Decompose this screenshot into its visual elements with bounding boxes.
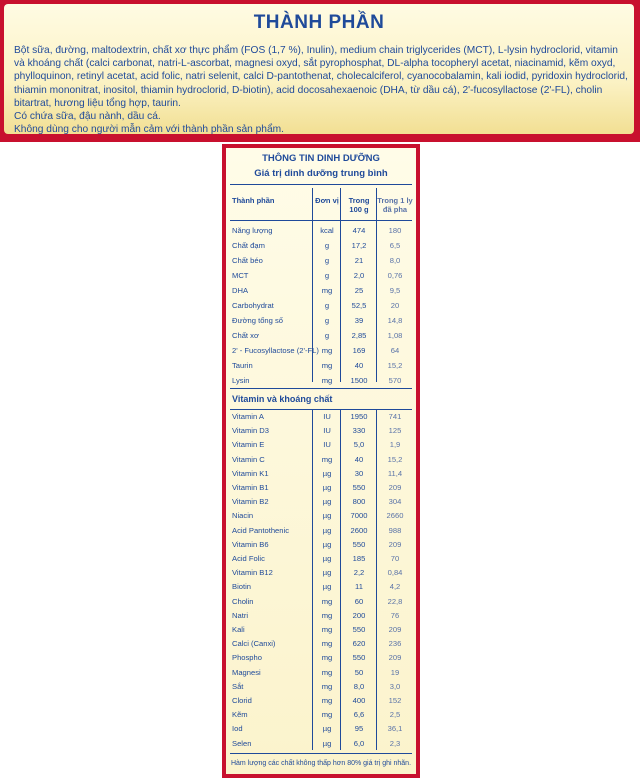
sensitivity-warning: Không dùng cho người mẫn cảm với thành phần sản phẩm. <box>14 124 284 136</box>
nutrient-row <box>230 694 412 708</box>
nutrient-row <box>230 269 412 283</box>
nutrient-name: Vitamin B12 <box>232 568 273 578</box>
nutrient-unit: mg <box>321 454 333 464</box>
amount-per-serving: 209 <box>388 625 402 634</box>
amount-per-serving: 0,76 <box>387 271 403 280</box>
amount-per-100g: 30 <box>354 468 364 478</box>
amount-per-serving: 570 <box>388 376 402 385</box>
amount-per-100g: 2,0 <box>353 271 365 280</box>
amount-per-serving: 2660 <box>386 511 404 521</box>
header-per-100g-line1: Trong <box>348 196 370 205</box>
nutrient-unit: mg <box>321 596 333 606</box>
amount-per-serving: 19 <box>390 667 400 677</box>
nutrient-row <box>230 254 412 268</box>
nutrient-row <box>230 299 412 313</box>
ingredients-list: Bột sữa, đường, maltodextrin, chất xơ thực phẩm (FOS (1,7 %), Inulin), medium chain triglycerides (MCT), L-lysin hydroclorid, vitamin và khoáng chất (calci carbonat, natri-L-ascorbat, magnesi oxyd, sắt pyrophosphat, DL-alpha tocopheryl acetat, niacinamid, kẽm oxyd, phylloquinon, retinyl acetat, acid folic, natri selenit, calci D-pantothenat, cholecalciferol, cyanocobalamin, kali iodid, pyridoxin hydroclorid, thiamin mononitrat, inositol, thiamin hydroclorid, D-biotin), acid docosahexaenoic (DHA, từ dầu cá), 2'-fucosyllactose (2'-FL), cholin bitartrat, hương liệu tổng hợp, taurin. <box>14 45 628 109</box>
amount-per-100g: 550 <box>352 653 366 663</box>
nutrient-unit: mg <box>321 361 333 370</box>
ingredients-panel <box>4 4 634 134</box>
nutrient-unit: IU <box>323 426 331 436</box>
amount-per-serving: 70 <box>390 554 400 563</box>
nutrient-row <box>230 666 412 680</box>
nutrient-name: Selen <box>232 738 252 748</box>
nutrient-unit: mg <box>321 610 333 620</box>
nutrient-name: Năng lượng <box>232 226 273 235</box>
amount-per-100g: 550 <box>352 539 366 549</box>
divider <box>230 220 412 221</box>
nutrient-unit: µg <box>322 539 332 549</box>
amount-per-100g: 400 <box>352 696 366 705</box>
nutrient-unit: g <box>324 301 330 310</box>
nutrient-row <box>230 284 412 298</box>
nutrient-row <box>230 424 412 438</box>
amount-per-serving: 2,5 <box>389 710 401 720</box>
nutrient-row <box>230 410 412 424</box>
nutrient-unit: µg <box>322 724 332 734</box>
amount-per-100g: 95 <box>354 724 364 734</box>
amount-per-serving: 3,0 <box>389 681 401 691</box>
nutrient-name: Vitamin B1 <box>232 483 269 492</box>
amount-per-100g: 8,0 <box>353 681 365 691</box>
nutrient-name: Clorid <box>232 696 252 705</box>
amount-per-serving: 76 <box>390 610 400 620</box>
amount-per-100g: 6,0 <box>353 738 365 748</box>
amount-per-100g: 40 <box>354 454 364 464</box>
amount-per-100g: 25 <box>354 286 364 295</box>
nutrient-unit: mg <box>321 286 333 295</box>
amount-per-serving: 209 <box>388 483 402 492</box>
amount-per-serving: 304 <box>388 497 402 507</box>
nutrient-name: 2' - Fucosyllactose (2'-FL) <box>232 346 319 355</box>
nutrient-name: Vitamin D3 <box>232 426 270 436</box>
amount-per-100g: 2,85 <box>351 331 367 340</box>
nutrient-row <box>230 595 412 609</box>
amount-per-100g: 550 <box>352 625 366 634</box>
amount-per-serving: 125 <box>388 426 402 436</box>
nutrient-unit: µg <box>322 582 332 592</box>
header-unit: Đơn vị <box>315 196 339 205</box>
ingredients-title: THÀNH PHẦN <box>253 12 385 33</box>
nutrient-row <box>230 708 412 722</box>
nutrient-row <box>230 314 412 328</box>
amount-per-serving: 741 <box>388 412 402 421</box>
divider <box>230 184 412 185</box>
nutrient-name: Cholin <box>232 596 254 606</box>
nutrient-unit: mg <box>321 667 333 677</box>
amount-per-serving: 0,84 <box>387 568 403 578</box>
nutrition-facts-panel <box>226 148 416 774</box>
amount-per-100g: 330 <box>352 426 366 436</box>
nutrient-row <box>230 737 412 751</box>
nutrient-name: Vitamin K1 <box>232 468 269 478</box>
nutrient-row <box>230 609 412 623</box>
nutrient-name: Vitamin B2 <box>232 497 269 507</box>
amount-per-100g: 40 <box>354 361 364 370</box>
amount-per-serving: 988 <box>388 525 402 535</box>
amount-per-100g: 620 <box>352 639 366 649</box>
amount-per-100g: 60 <box>354 596 364 606</box>
nutrient-row <box>230 651 412 665</box>
nutrient-unit: mg <box>321 376 333 385</box>
nutrient-row <box>230 467 412 481</box>
nutrient-unit: mg <box>321 639 333 649</box>
nutrient-unit: µg <box>322 554 332 563</box>
amount-per-serving: 64 <box>390 346 400 355</box>
amount-per-serving: 8,0 <box>389 256 401 265</box>
allergen-note: Có chứa sữa, đậu nành, dầu cá. <box>14 111 161 123</box>
nutrient-name: Kali <box>232 625 245 634</box>
nutrient-name: Iod <box>232 724 243 734</box>
amount-per-serving: 152 <box>388 696 402 705</box>
amount-per-100g: 52,5 <box>351 301 367 310</box>
nutrient-row <box>230 481 412 495</box>
nutrient-row <box>230 722 412 736</box>
nutrient-unit: kcal <box>320 226 334 235</box>
nutrient-row <box>230 509 412 523</box>
header-name: Thành phần <box>232 196 275 205</box>
amount-per-serving: 15,2 <box>387 454 403 464</box>
ingredients-text <box>14 44 630 136</box>
nutrient-name: Acid Pantothenic <box>232 525 289 535</box>
amount-per-100g: 11 <box>355 582 363 592</box>
nutrient-row <box>230 239 412 253</box>
nutrient-row <box>230 637 412 651</box>
amount-per-100g: 200 <box>352 610 366 620</box>
nutrition-facts-border <box>222 144 420 778</box>
header-per-serving-line1: Trong 1 ly <box>377 196 413 205</box>
nutrient-name: Phospho <box>232 653 262 663</box>
nutrient-name: Taurin <box>232 361 253 370</box>
amount-per-100g: 474 <box>352 226 366 235</box>
nutrient-unit: µg <box>322 738 332 748</box>
vitamin-section-title: Vitamin và khoáng chất <box>232 394 333 404</box>
amount-per-serving: 209 <box>388 653 402 663</box>
nutrient-unit: µg <box>322 568 332 578</box>
amount-per-100g: 185 <box>352 554 366 563</box>
nutrient-unit: IU <box>323 440 331 450</box>
nutrient-name: DHA <box>232 286 249 295</box>
nutrient-name: Sắt <box>232 681 244 691</box>
divider <box>230 753 412 754</box>
nutrient-row <box>230 538 412 552</box>
amount-per-100g: 21 <box>354 256 364 265</box>
nutrient-unit: mg <box>321 625 333 634</box>
nutrient-name: Acid Folic <box>232 554 265 563</box>
nutrient-name: Vitamin E <box>232 440 265 450</box>
amount-per-100g: 17,2 <box>351 241 367 250</box>
nutrient-name: Vitamin A <box>232 412 264 421</box>
nutrient-row <box>230 453 412 467</box>
nutrient-unit: µg <box>322 511 332 521</box>
header-per-100g <box>342 196 376 214</box>
amount-per-serving: 1,08 <box>387 331 403 340</box>
nutrient-unit: mg <box>321 653 333 663</box>
amount-per-serving: 4,2 <box>389 582 401 592</box>
header-per-serving-line2: đã pha <box>382 205 408 214</box>
nutrient-row <box>230 374 412 388</box>
nutrient-name: Carbohydrat <box>232 301 274 310</box>
amount-per-serving: 9,5 <box>389 286 401 295</box>
amount-per-100g: 2,2 <box>353 568 365 578</box>
amount-per-100g: 169 <box>352 346 366 355</box>
nutrient-unit: g <box>324 241 330 250</box>
divider <box>230 388 412 389</box>
nutrient-name: Đường tổng số <box>232 316 284 325</box>
nutrient-name: Kẽm <box>232 710 248 720</box>
nutrient-row <box>230 224 412 238</box>
nutrient-unit: mg <box>321 696 333 705</box>
amount-per-serving: 14,8 <box>387 316 403 325</box>
nutrient-row <box>230 344 412 358</box>
nutrient-row <box>230 680 412 694</box>
amount-per-100g: 7000 <box>350 511 368 521</box>
amount-per-serving: 36,1 <box>387 724 403 734</box>
nutrient-name: Vitamin C <box>232 454 265 464</box>
nutrient-name: Biotin <box>232 582 251 592</box>
amount-per-100g: 5,0 <box>353 440 365 450</box>
nutrient-row <box>230 524 412 538</box>
nutrient-name: MCT <box>232 271 249 280</box>
amount-per-serving: 20 <box>390 301 400 310</box>
header-per-serving <box>376 196 414 214</box>
nutrient-row <box>230 359 412 373</box>
nutrient-unit: g <box>324 316 330 325</box>
amount-per-100g: 50 <box>354 667 364 677</box>
amount-per-serving: 209 <box>388 539 402 549</box>
nutrient-unit: mg <box>321 346 333 355</box>
nutrient-unit: IU <box>323 412 331 421</box>
amount-per-100g: 6,6 <box>353 710 365 720</box>
amount-per-100g: 1950 <box>350 412 368 421</box>
amount-per-serving: 15,2 <box>387 361 403 370</box>
nutrient-unit: µg <box>322 497 332 507</box>
nutrient-name: Lysin <box>232 376 250 385</box>
nutrient-name: Calci (Canxi) <box>232 639 276 649</box>
nutrient-unit: g <box>324 256 330 265</box>
nutrient-row <box>230 580 412 594</box>
nutrient-name: Chất béo <box>232 256 263 265</box>
ingredients-banner <box>0 0 640 142</box>
amount-per-100g: 800 <box>352 497 366 507</box>
nutrient-name: Chất đạm <box>232 241 265 250</box>
amount-per-100g: 2600 <box>350 525 368 535</box>
nutrient-unit: mg <box>321 710 333 720</box>
nutrient-name: Vitamin B6 <box>232 539 269 549</box>
amount-per-serving: 236 <box>388 639 402 649</box>
amount-per-serving: 6,5 <box>389 241 401 250</box>
nutrient-unit: µg <box>322 483 332 492</box>
amount-per-100g: 550 <box>352 483 366 492</box>
footnote: Hàm lượng các chất không thấp hơn 80% giá trị ghi nhãn. <box>230 760 412 767</box>
amount-per-serving: 1,9 <box>389 440 401 450</box>
amount-per-serving: 11,4 <box>387 468 403 478</box>
nutrient-unit: µg <box>322 525 332 535</box>
nutrition-title: THÔNG TIN DINH DƯỠNG <box>262 153 380 164</box>
nutrient-row <box>230 623 412 637</box>
amount-per-serving: 2,3 <box>389 738 401 748</box>
nutrient-name: Chất xơ <box>232 331 259 340</box>
nutrient-name: Magnesi <box>232 667 261 677</box>
nutrient-unit: mg <box>321 681 333 691</box>
nutrient-unit: g <box>324 271 330 280</box>
nutrient-row <box>230 566 412 580</box>
nutrient-row <box>230 552 412 566</box>
nutrient-row <box>230 329 412 343</box>
amount-per-serving: 22,8 <box>387 596 403 606</box>
amount-per-serving: 180 <box>388 226 402 235</box>
header-per-100g-line2: 100 g <box>349 205 369 214</box>
nutrient-name: Natri <box>232 610 249 620</box>
nutrient-row <box>230 495 412 509</box>
nutrient-name: Niacin <box>232 511 254 521</box>
nutrient-unit: µg <box>322 468 332 478</box>
amount-per-100g: 39 <box>354 316 364 325</box>
nutrient-unit: g <box>324 331 330 340</box>
nutrient-row <box>230 438 412 452</box>
nutrition-subtitle: Giá trị dinh dưỡng trung bình <box>254 168 388 179</box>
amount-per-100g: 1500 <box>350 376 368 385</box>
